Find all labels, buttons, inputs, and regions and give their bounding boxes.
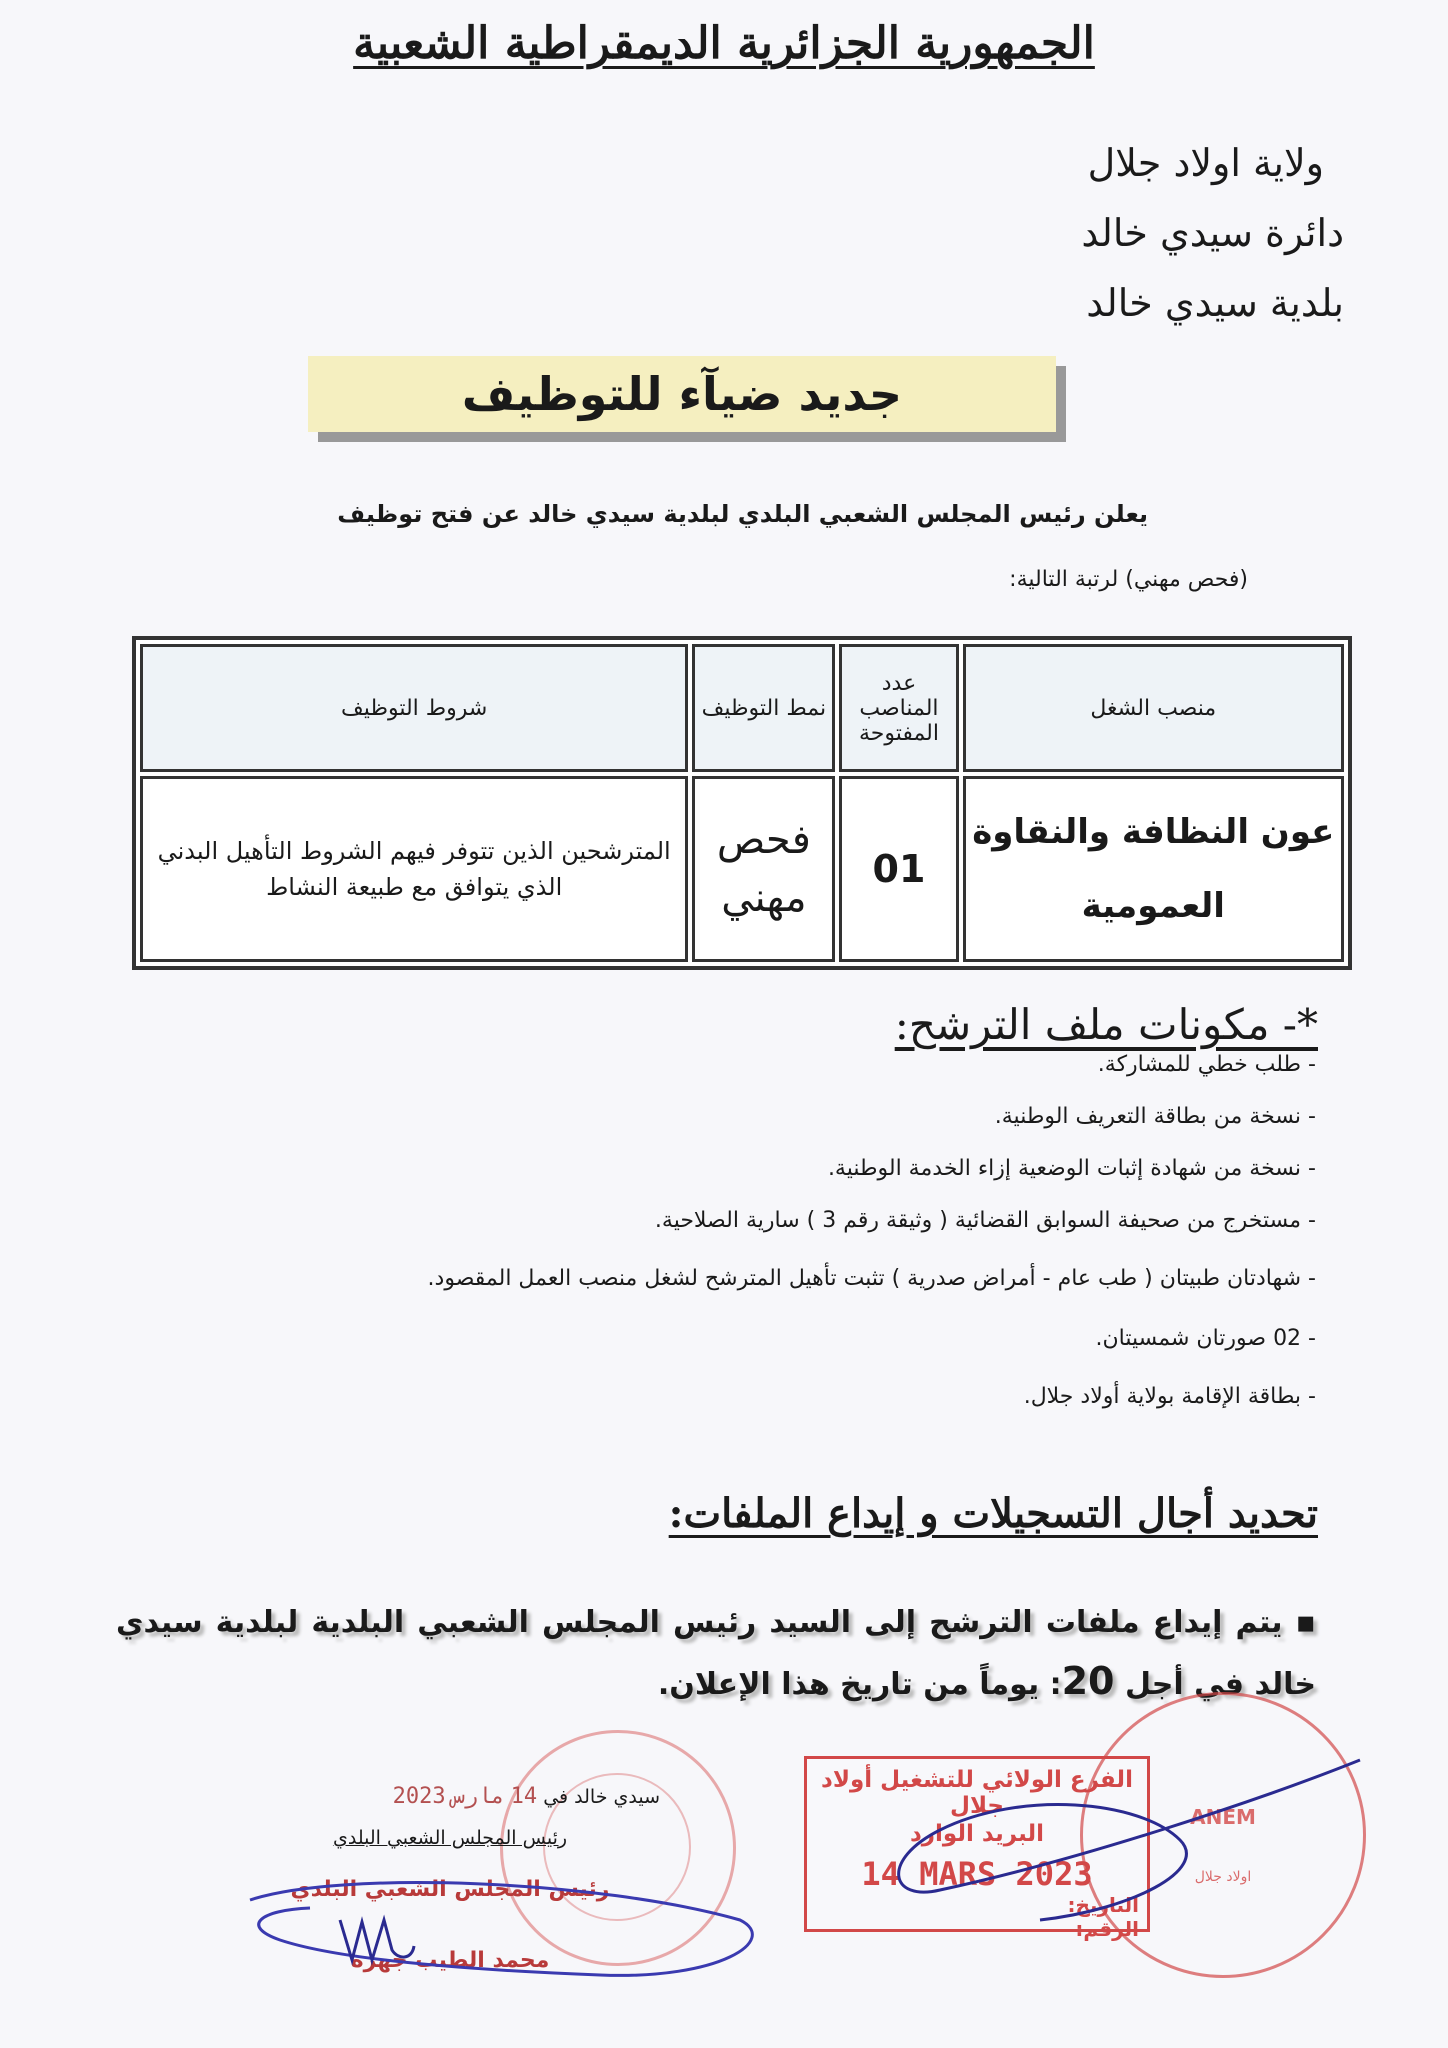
list-item: - نسخة من بطاقة التعريف الوطنية. [994, 1104, 1316, 1129]
deadline-section-title: تحديد أجال التسجيلات و إيداع الملفات: [668, 1490, 1318, 1537]
list-item: - بطاقة الإقامة بولاية أولاد جلال. [1023, 1384, 1316, 1409]
list-item: - 02 صورتان شمسيتان. [1095, 1326, 1316, 1351]
cell-position: عون النظافة والنقاوة العمومية [963, 776, 1344, 962]
commune-line: بلدية سيدي خالد [1086, 281, 1344, 325]
wilaya-line: ولاية اولاد جلال [1087, 141, 1324, 185]
job-table [132, 636, 1352, 970]
republic-title: الجمهورية الجزائرية الديمقراطية الشعبية [353, 18, 1095, 69]
reception-stamp-line2: البريد الوارد [909, 1821, 1044, 1847]
signature-date-day: 14 [510, 1784, 538, 1809]
list-item: - شهادتان طبيتان ( طب عام - أمراض صدرية ) تثبت تأهيل المترشح لشغل منصب العمل المقصود. [427, 1266, 1316, 1291]
table-row [140, 776, 1344, 962]
daira-line: دائرة سيدي خالد [1081, 211, 1344, 255]
anem-stamp-brand: ANEM [1190, 1805, 1256, 1829]
banner-title: جديد ضيآء للتوظيف [461, 367, 903, 421]
list-item: - نسخة من شهادة إثبات الوضعية إزاء الخدمة الوطنية. [827, 1156, 1316, 1181]
reception-stamp-line1: الفرع الولائي للتشغيل أولاد جلال [821, 1767, 1133, 1819]
file-items-list [428, 1052, 1316, 1436]
table-header-row [140, 644, 1344, 772]
signature-scribble [220, 1860, 780, 2000]
signature-date-year: 2023 [392, 1784, 446, 1809]
list-item: - طلب خطي للمشاركة. [1097, 1052, 1316, 1077]
announcement-banner [308, 356, 1056, 432]
signature-place: سيدي خالد في [543, 1786, 660, 1808]
stamp-scribble [880, 1740, 1380, 1940]
anem-stamp-city: اولاد جلال [1194, 1869, 1252, 1885]
header-position: منصب الشغل [963, 644, 1344, 772]
file-section-title: *- مكونات ملف الترشح: [894, 1000, 1318, 1049]
signature-dateline [240, 1784, 660, 1809]
signature-role: رئيس المجلس الشعبي البلدي [332, 1827, 568, 1849]
reception-stamp-date-label: التاريخ: [1067, 1893, 1139, 1917]
deadline-days: 20 [1061, 1659, 1115, 1703]
deadline-text-part2: : يوماً من تاريخ هذا الإعلان. [657, 1667, 1062, 1702]
cell-conditions: المترشحين الذين تتوفر فيهم الشروط التأهيل البدني الذي يتوافق مع طبيعة النشاط [140, 776, 688, 962]
reception-stamp-number-label: الرقم: [1075, 1917, 1139, 1941]
header-mode: نمط التوظيف [692, 644, 835, 772]
cell-count: 01 [839, 776, 958, 962]
list-item: - مستخرج من صحيفة السوابق القضائية ( وثيقة رقم 3 ) سارية الصلاحية. [654, 1208, 1316, 1233]
deadline-text-part1: ▪ يتم إيداع ملفات الترشح إلى السيد رئيس المجلس الشعبي البلدية لبلدية سيدي خالد في أجل [116, 1605, 1316, 1702]
announcement-intro-continued: (فحص مهني) لرتبة التالية: [1009, 567, 1248, 592]
reception-stamp-date: 14 MARS 2023 [861, 1855, 1093, 1893]
cell-mode: فحص مهني [692, 776, 835, 962]
stamp-role: رئيس المجلس الشعبي البلدي [290, 1877, 610, 1902]
stamp-name: محمد الطيب جهرة [350, 1948, 550, 1973]
header-count: عدد المناصب المفتوحة [839, 644, 958, 772]
signature-date-month: مارس [451, 1784, 505, 1809]
administrative-header [744, 128, 1344, 338]
announcement-intro: يعلن رئيس المجلس الشعبي البلدي لبلدية سيدي خالد عن فتح توظيف [337, 500, 1148, 528]
header-conditions: شروط التوظيف [140, 644, 688, 772]
deadline-text [116, 1594, 1316, 1714]
